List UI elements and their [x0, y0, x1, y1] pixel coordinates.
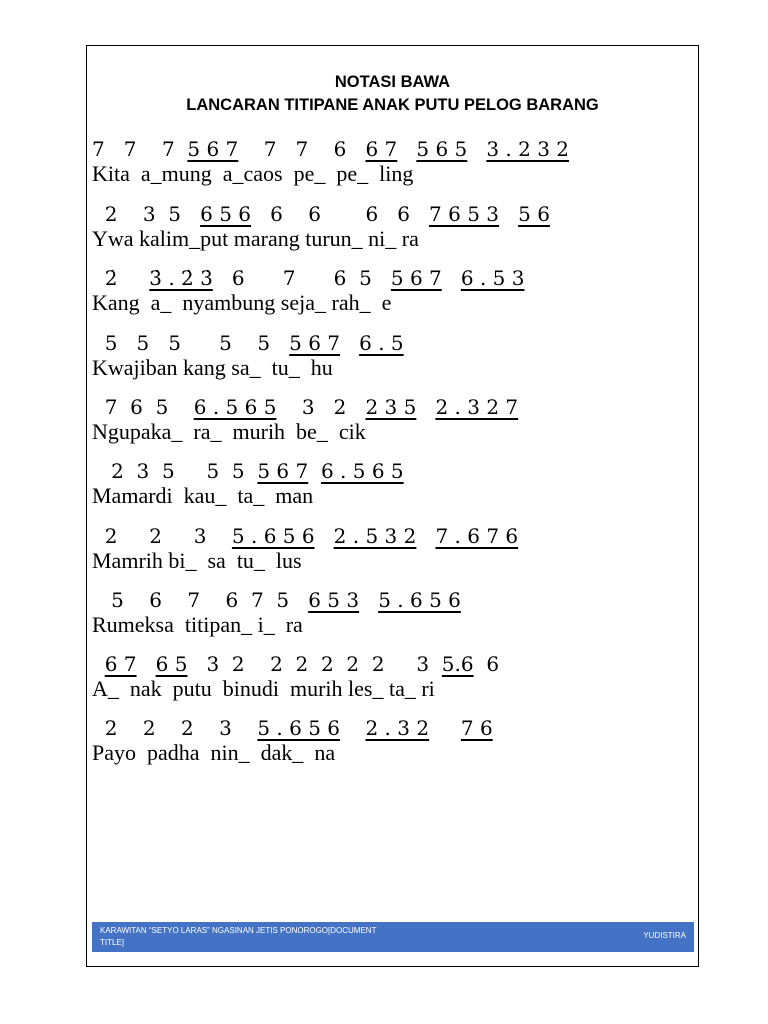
- lyric-line-8: Rumeksa titipan_ i_ ra: [92, 612, 303, 637]
- notation-line-7: 2 2 3 5 . 6 5 6 2 . 5 3 2 7 . 6 7 6: [92, 524, 519, 548]
- note-group: 7 7 7: [92, 137, 188, 161]
- footer-bar: [92, 922, 694, 952]
- lyric-line-10: Payo padha nin_ dak_ na: [92, 740, 336, 765]
- notation-line-9: 6 7 6 5 3 2 2 2 2 2 2 3 5.6 6: [104, 652, 500, 676]
- notation-line-10: 2 2 2 3 5 . 6 5 6 2 . 3 2 7 6: [92, 716, 493, 740]
- note-group: 5 6 7: [187, 137, 239, 161]
- notation-line-1: 7 7 7 5 6 7 7 7 6 6 7 5 6 5 3 . 2 3 2: [92, 137, 570, 161]
- document-subtitle: LANCARAN TITIPANE ANAK PUTU PELOG BARANG: [186, 96, 599, 114]
- lyric-line-2: Ywa kalim_put marang turun_ ni_ ra: [92, 226, 419, 251]
- lyric-line-5: Ngupaka_ ra_ murih be_ cik: [92, 419, 366, 444]
- notation-line-2: 2 3 5 6 5 6 6 6 6 6 7 6 5 3 5 6: [92, 202, 550, 226]
- lyric-line-9: A_ nak putu binudi murih les_ ta_ ri: [92, 676, 435, 701]
- footer-author: YUDISTIRA: [643, 931, 686, 940]
- notation-line-3: 2̇ 3̇ . 2̇ 3̇ 6 7 6 5 5 6 7 6 . 5 3: [92, 266, 525, 290]
- lyric-line-4: Kwajiban kang sa_ tu_ hu: [92, 355, 333, 380]
- lyric-line-3: Kang a_ nyambung seja_ rah_ e: [92, 290, 392, 315]
- footer-document-title: KARAWITAN “SETYO LARAS” NGASINAN JETIS PONOROGO[DOCUMENT TITLE]: [100, 926, 377, 947]
- notation-line-4: 5 5 5 5 5 5 6 7 6 . 5: [92, 331, 404, 355]
- notation-line-5: 7 6 5 6 . 5 6 5 3 2 2 3 5 2 . 3 2 7: [92, 395, 519, 419]
- notation-line-8: 5 6 7 6 7 5 6 5 3 5 . 6 5 6: [92, 588, 461, 612]
- lyric-line-6: Mamardi kau_ ta_ man: [92, 483, 314, 508]
- document-title: NOTASI BAWA: [334, 73, 451, 91]
- notation-line-6: 2 3 5 5 5 5 6 7 6 . 5 6 5: [92, 459, 404, 483]
- lyric-line-1: Kita a_mung a_caos pe_ pe_ ling: [92, 161, 414, 186]
- lyric-line-7: Mamrih bi_ sa tu_ lus: [92, 548, 302, 573]
- document-page: [86, 45, 699, 967]
